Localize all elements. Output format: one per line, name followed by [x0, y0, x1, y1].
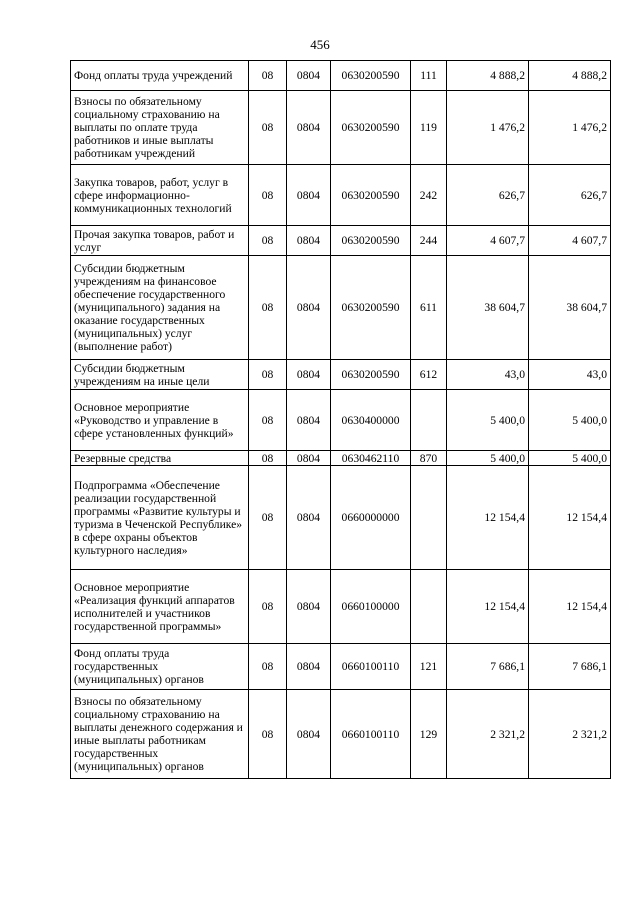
cell-expense-type: 870: [411, 451, 447, 466]
budget-table-body: [71, 61, 611, 779]
cell-subsection: 0804: [287, 644, 331, 690]
cell-name: Взносы по обязательному социальному страхованию на выплаты денежного содержания и иные выплаты работникам государственных (муниципальных) органов: [71, 690, 249, 779]
cell-target-code: 0660100110: [331, 644, 411, 690]
cell-name: Прочая закупка товаров, работ и услуг: [71, 226, 249, 256]
table-row: [71, 360, 611, 390]
cell-amount-2: 2 321,2: [529, 690, 611, 779]
cell-expense-type: [411, 570, 447, 644]
cell-amount-2: 12 154,4: [529, 570, 611, 644]
cell-amount-2: 4 607,7: [529, 226, 611, 256]
table-row: [71, 256, 611, 360]
cell-amount-1: 626,7: [447, 165, 529, 226]
cell-amount-2: 626,7: [529, 165, 611, 226]
cell-amount-1: 12 154,4: [447, 570, 529, 644]
cell-subsection: 0804: [287, 256, 331, 360]
cell-expense-type: 242: [411, 165, 447, 226]
cell-expense-type: 612: [411, 360, 447, 390]
cell-amount-2: 7 686,1: [529, 644, 611, 690]
cell-section: 08: [249, 570, 287, 644]
cell-expense-type: 611: [411, 256, 447, 360]
cell-expense-type: 111: [411, 61, 447, 91]
cell-amount-1: 43,0: [447, 360, 529, 390]
cell-subsection: 0804: [287, 466, 331, 570]
table-row: [71, 690, 611, 779]
budget-table: [70, 60, 611, 779]
cell-amount-1: 5 400,0: [447, 451, 529, 466]
cell-target-code: 0660100110: [331, 690, 411, 779]
cell-target-code: 0630200590: [331, 165, 411, 226]
cell-amount-2: 43,0: [529, 360, 611, 390]
cell-section: 08: [249, 61, 287, 91]
cell-name: Подпрограмма «Обеспечение реализации государственной программы «Развитие культуры и туризма в Чеченской Республике» в сфере охраны объектов культурного наследия»: [71, 466, 249, 570]
cell-expense-type: [411, 466, 447, 570]
cell-subsection: 0804: [287, 390, 331, 451]
cell-target-code: 0630200590: [331, 226, 411, 256]
cell-subsection: 0804: [287, 451, 331, 466]
cell-subsection: 0804: [287, 91, 331, 165]
cell-amount-1: 7 686,1: [447, 644, 529, 690]
cell-name: Фонд оплаты труда учреждений: [71, 61, 249, 91]
cell-section: 08: [249, 644, 287, 690]
cell-name: Взносы по обязательному социальному страхованию на выплаты по оплате труда работников и иные выплаты работникам учреждений: [71, 91, 249, 165]
cell-name: Резервные средства: [71, 451, 249, 466]
cell-subsection: 0804: [287, 165, 331, 226]
cell-amount-1: 2 321,2: [447, 690, 529, 779]
cell-section: 08: [249, 466, 287, 570]
cell-subsection: 0804: [287, 690, 331, 779]
cell-amount-1: 4 888,2: [447, 61, 529, 91]
cell-target-code: 0660000000: [331, 466, 411, 570]
cell-expense-type: 119: [411, 91, 447, 165]
cell-section: 08: [249, 91, 287, 165]
cell-section: 08: [249, 360, 287, 390]
cell-section: 08: [249, 256, 287, 360]
cell-amount-1: 1 476,2: [447, 91, 529, 165]
cell-subsection: 0804: [287, 360, 331, 390]
table-row: [71, 226, 611, 256]
table-row: [71, 390, 611, 451]
cell-name: Основное мероприятие «Руководство и управление в сфере установленных функций»: [71, 390, 249, 451]
cell-amount-2: 5 400,0: [529, 390, 611, 451]
cell-amount-2: 12 154,4: [529, 466, 611, 570]
table-row: [71, 61, 611, 91]
cell-expense-type: 129: [411, 690, 447, 779]
cell-section: 08: [249, 226, 287, 256]
cell-subsection: 0804: [287, 226, 331, 256]
table-row: [71, 570, 611, 644]
cell-amount-2: 1 476,2: [529, 91, 611, 165]
cell-expense-type: [411, 390, 447, 451]
cell-amount-1: 4 607,7: [447, 226, 529, 256]
page-number: 456: [310, 37, 330, 52]
cell-target-code: 0630200590: [331, 256, 411, 360]
table-row: [71, 466, 611, 570]
cell-expense-type: 244: [411, 226, 447, 256]
cell-section: 08: [249, 451, 287, 466]
cell-section: 08: [249, 390, 287, 451]
cell-amount-1: 12 154,4: [447, 466, 529, 570]
cell-name: Субсидии бюджетным учреждениям на иные цели: [71, 360, 249, 390]
cell-name: Субсидии бюджетным учреждениям на финансовое обеспечение государственного (муниципального) задания на оказание государственных (муниципальных) услуг (выполнение работ): [71, 256, 249, 360]
cell-section: 08: [249, 165, 287, 226]
table-row: [71, 91, 611, 165]
cell-target-code: 0630400000: [331, 390, 411, 451]
cell-target-code: 0630200590: [331, 360, 411, 390]
cell-subsection: 0804: [287, 61, 331, 91]
table-row: [71, 165, 611, 226]
cell-target-code: 0660100000: [331, 570, 411, 644]
cell-name: Закупка товаров, работ, услуг в сфере информационно-коммуникационных технологий: [71, 165, 249, 226]
cell-name: Фонд оплаты труда государственных (муниципальных) органов: [71, 644, 249, 690]
table-row: [71, 451, 611, 466]
cell-subsection: 0804: [287, 570, 331, 644]
cell-name: Основное мероприятие «Реализация функций аппаратов исполнителей и участников государственной программы»: [71, 570, 249, 644]
cell-amount-2: 38 604,7: [529, 256, 611, 360]
table-row: [71, 644, 611, 690]
cell-amount-2: 5 400,0: [529, 451, 611, 466]
cell-expense-type: 121: [411, 644, 447, 690]
cell-amount-1: 38 604,7: [447, 256, 529, 360]
cell-section: 08: [249, 690, 287, 779]
cell-amount-2: 4 888,2: [529, 61, 611, 91]
cell-target-code: 0630200590: [331, 61, 411, 91]
cell-target-code: 0630462110: [331, 451, 411, 466]
cell-amount-1: 5 400,0: [447, 390, 529, 451]
cell-target-code: 0630200590: [331, 91, 411, 165]
